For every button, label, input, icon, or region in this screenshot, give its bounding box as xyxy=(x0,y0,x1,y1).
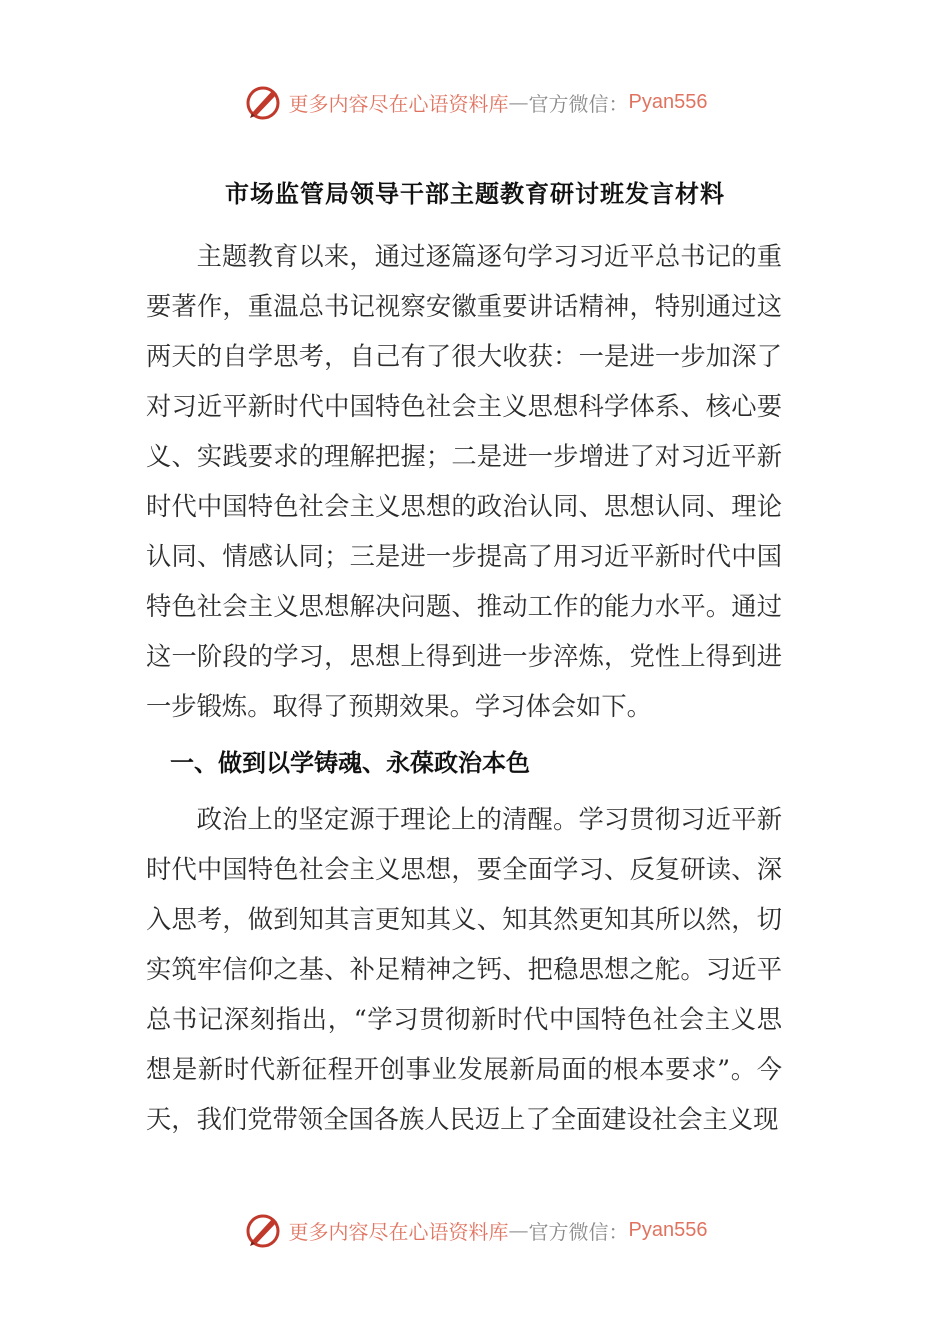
wechat-id: Pyan556 xyxy=(628,1218,708,1241)
wechat-label: 官方微信： xyxy=(528,91,629,116)
paragraph: 主题教育以来，通过逐篇逐句学习习近平总书记的重要著作，重温总书记视察安徽重要讲话精神，特别通过这两天的自学思考，自己有了很大收获：一是进一步加深了对习近平新时代中国特色社会主义思想科学体系、核心要义、实践要求的理解把握；二是进一步增进了对习近平新时代中国特色社会主义思想的政治认同、思想认同、理论认同、情感认同；三是进一步提高了用习近平新时代中国特色社会主义思想解决问题、推动工作的能力水平。通过这一阶段的学习，思想上得到进一步淬炼，党性上得到进一步锻炼。取得了预期效果。学习体会如下。 xyxy=(146,242,782,721)
wechat-label: 官方微信： xyxy=(528,1219,629,1244)
footer-banner xyxy=(0,1208,950,1252)
banner-text: 更多内容尽在心语资料库 xyxy=(288,91,509,116)
wechat-id: Pyan556 xyxy=(628,90,708,113)
banner-text: 更多内容尽在心语资料库 xyxy=(288,1219,509,1244)
document-title: 市场监管局领导干部主题教育研讨班发言材料 xyxy=(225,179,725,208)
header-banner xyxy=(0,80,950,124)
banner-separator: — xyxy=(508,1218,529,1242)
paragraph: 政治上的坚定源于理论上的清醒。学习贯彻习近平新时代中国特色社会主义思想，要全面学习、反复研读、深入思考，做到知其言更知其义、知其然更知其所以然，切实筑牢信仰之基、补足精神之钙、把稳思想之舵。习近平总书记深刻指出，“学习贯彻新时代中国特色社会主义思想是新时代新征程开创事业发展新局面的根本要求”。今天，我们党带领全国各族人民迈上了全面建设社会主义现 xyxy=(146,805,782,1134)
paragraph-block-2 xyxy=(146,795,782,1145)
pen-circle-logo-icon xyxy=(243,1210,283,1250)
section-heading: 一、做到以学铸魂、永葆政治本色 xyxy=(170,748,530,777)
pen-circle-logo-icon xyxy=(243,82,283,122)
banner-separator: — xyxy=(508,90,529,114)
paragraph-block-1 xyxy=(146,232,782,732)
